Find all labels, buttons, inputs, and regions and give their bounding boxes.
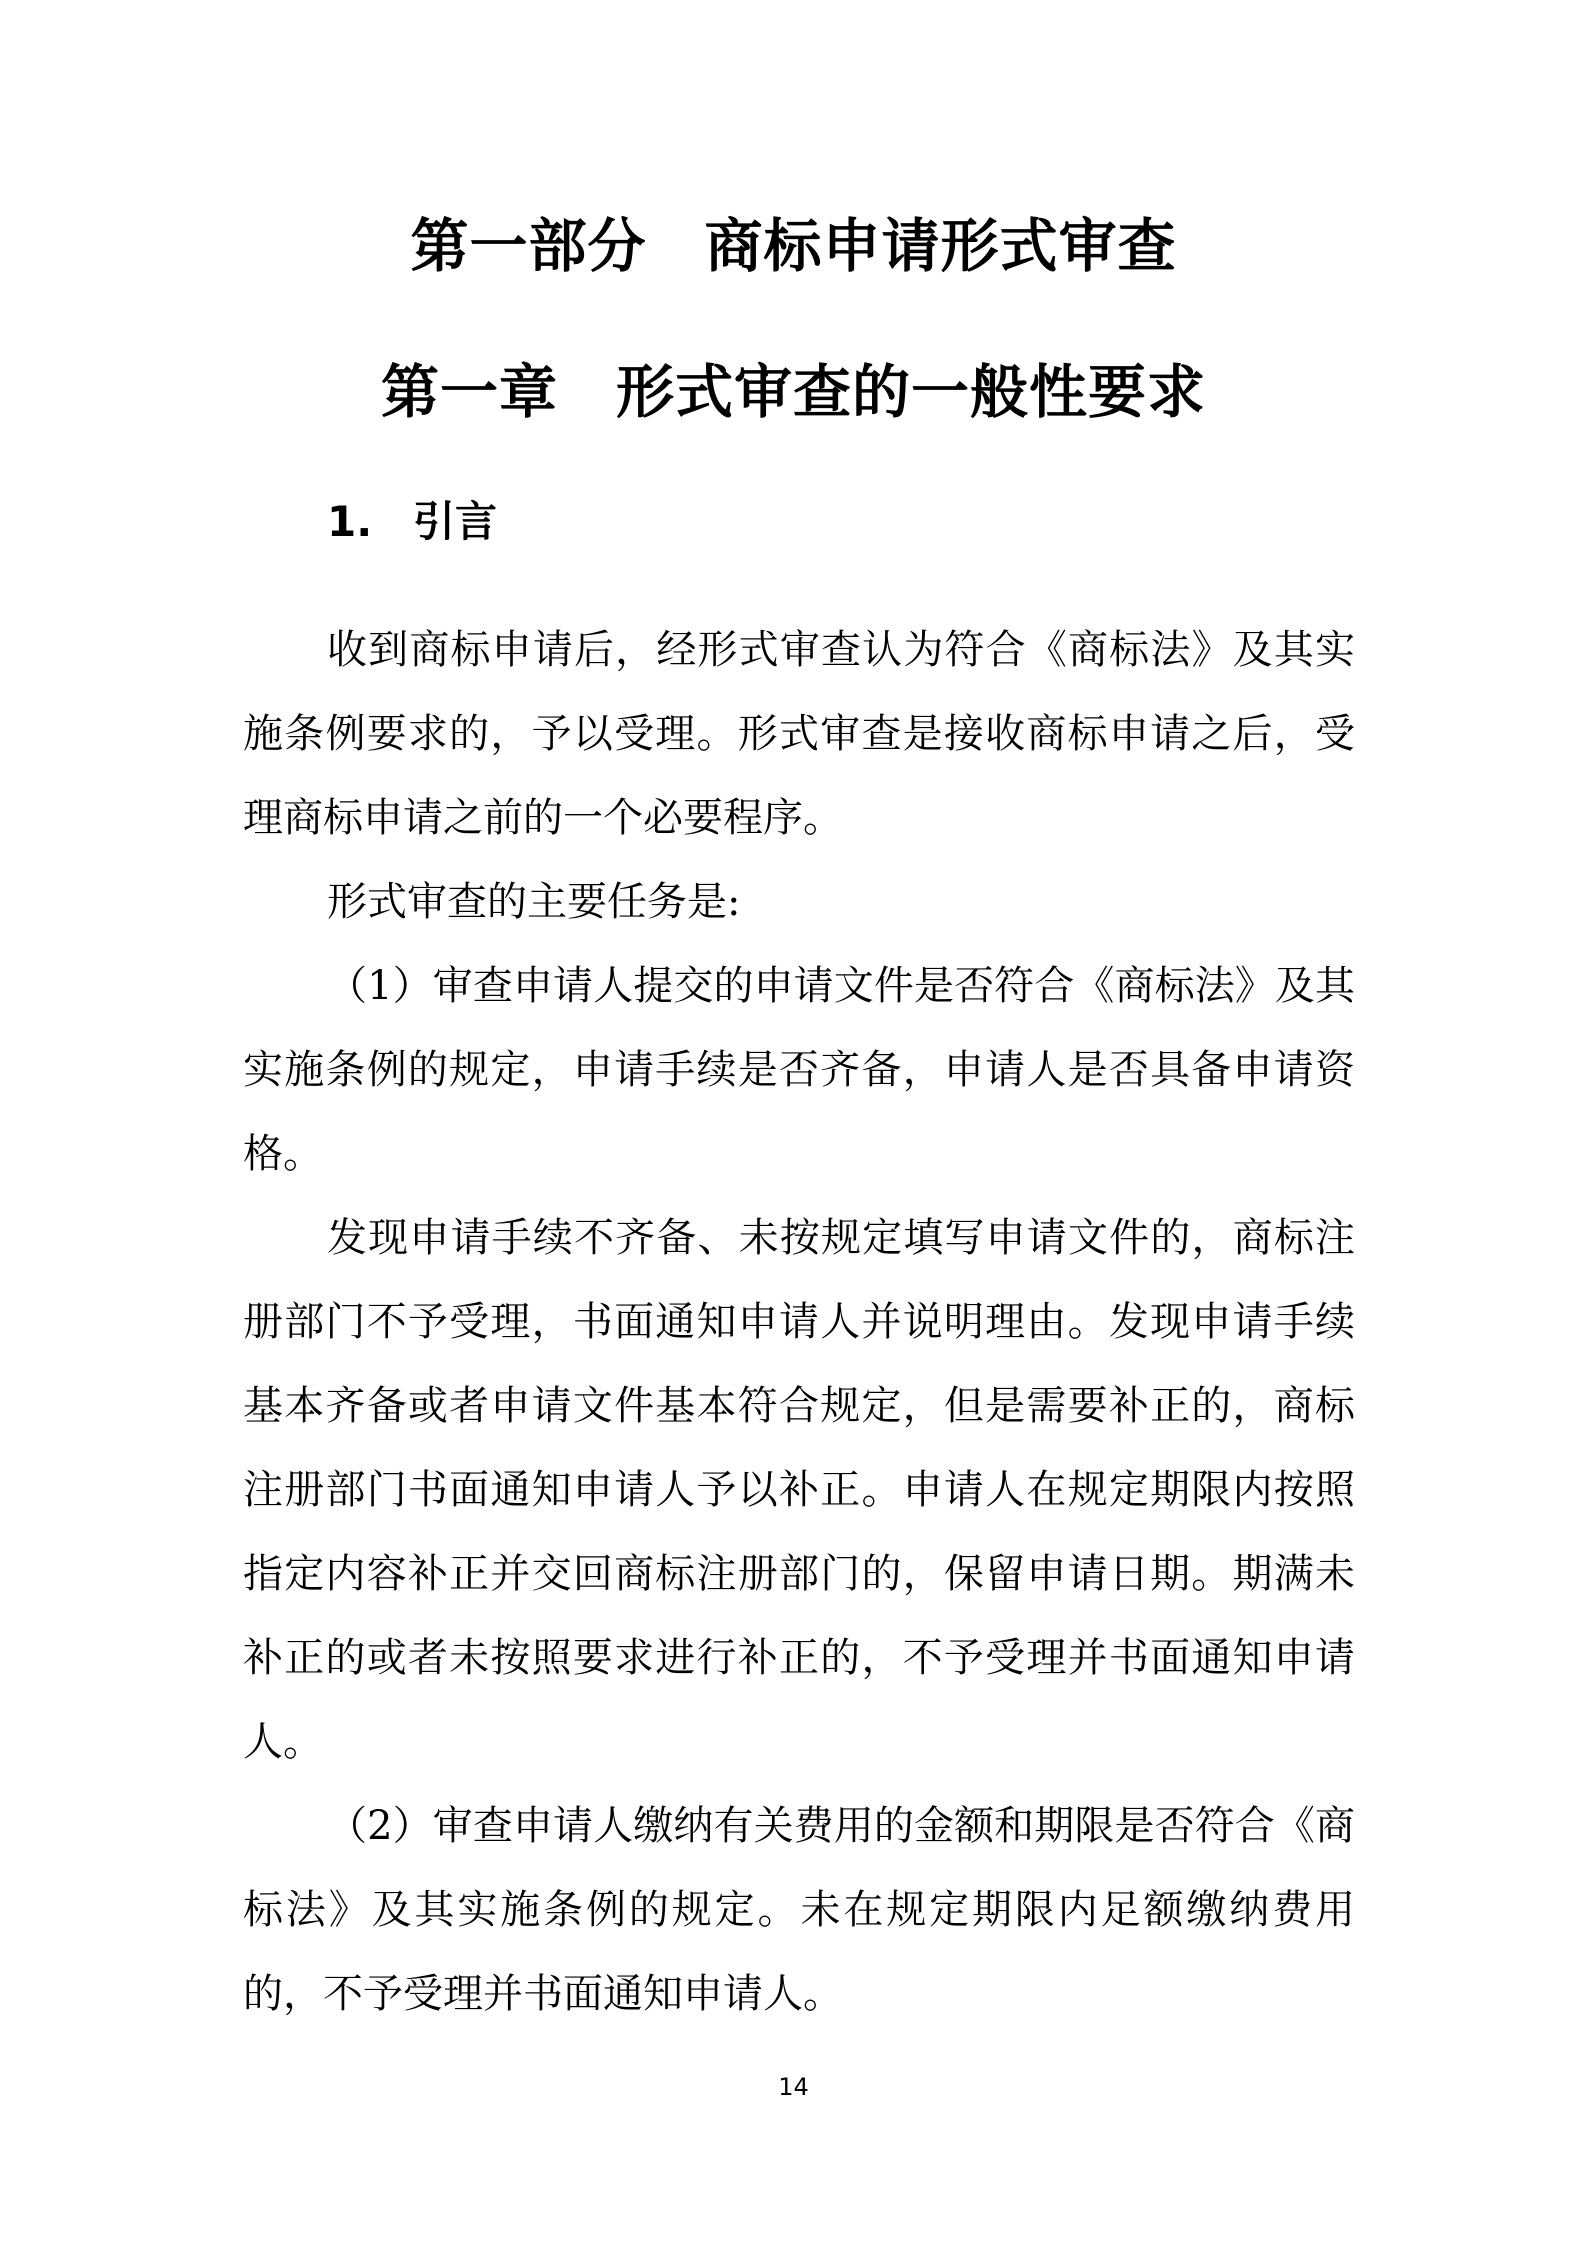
section-heading — [327, 492, 497, 552]
section-number: 1. — [327, 497, 373, 546]
body-text — [243, 608, 1355, 2036]
part-title — [0, 206, 1587, 286]
paragraph: 发现申请手续不齐备、未按规定填写申请文件的，商标注册部门不予受理，书面通知申请人并说明理由。发现申请手续基本齐备或者申请文件基本符合规定，但是需要补正的，商标注册部门书面通知申请人予以补正。申请人在规定期限内按照指定内容补正并交回商标注册部门的，保留申请日期。期满未补正的或者未按照要求进行补正的，不予受理并书面通知申请人。 — [243, 1215, 1355, 1765]
section-title: 引言 — [413, 497, 498, 546]
chapter-title — [0, 352, 1587, 432]
page-number: 14 — [778, 2073, 809, 2101]
chapter-title-label: 第一章 — [380, 358, 558, 426]
paragraph: （2）审查申请人缴纳有关费用的金额和期限是否符合《商标法》及其实施条例的规定。未在规定期限内足额缴纳费用的，不予受理并书面通知申请人。 — [243, 1803, 1355, 2017]
paragraph: （1）审查申请人提交的申请文件是否符合《商标法》及其实施条例的规定，申请手续是否齐备，申请人是否具备申请资格。 — [243, 963, 1355, 1177]
chapter-title-text: 形式审查的一般性要求 — [616, 358, 1207, 426]
part-title-text: 商标申请形式审查 — [704, 212, 1177, 280]
paragraph: 形式审查的主要任务是: — [327, 879, 741, 925]
part-title-label: 第一部分 — [410, 212, 647, 280]
paragraph: 收到商标申请后，经形式审查认为符合《商标法》及其实施条例要求的，予以受理。形式审查是接收商标申请之后，受理商标申请之前的一个必要程序。 — [243, 627, 1355, 841]
